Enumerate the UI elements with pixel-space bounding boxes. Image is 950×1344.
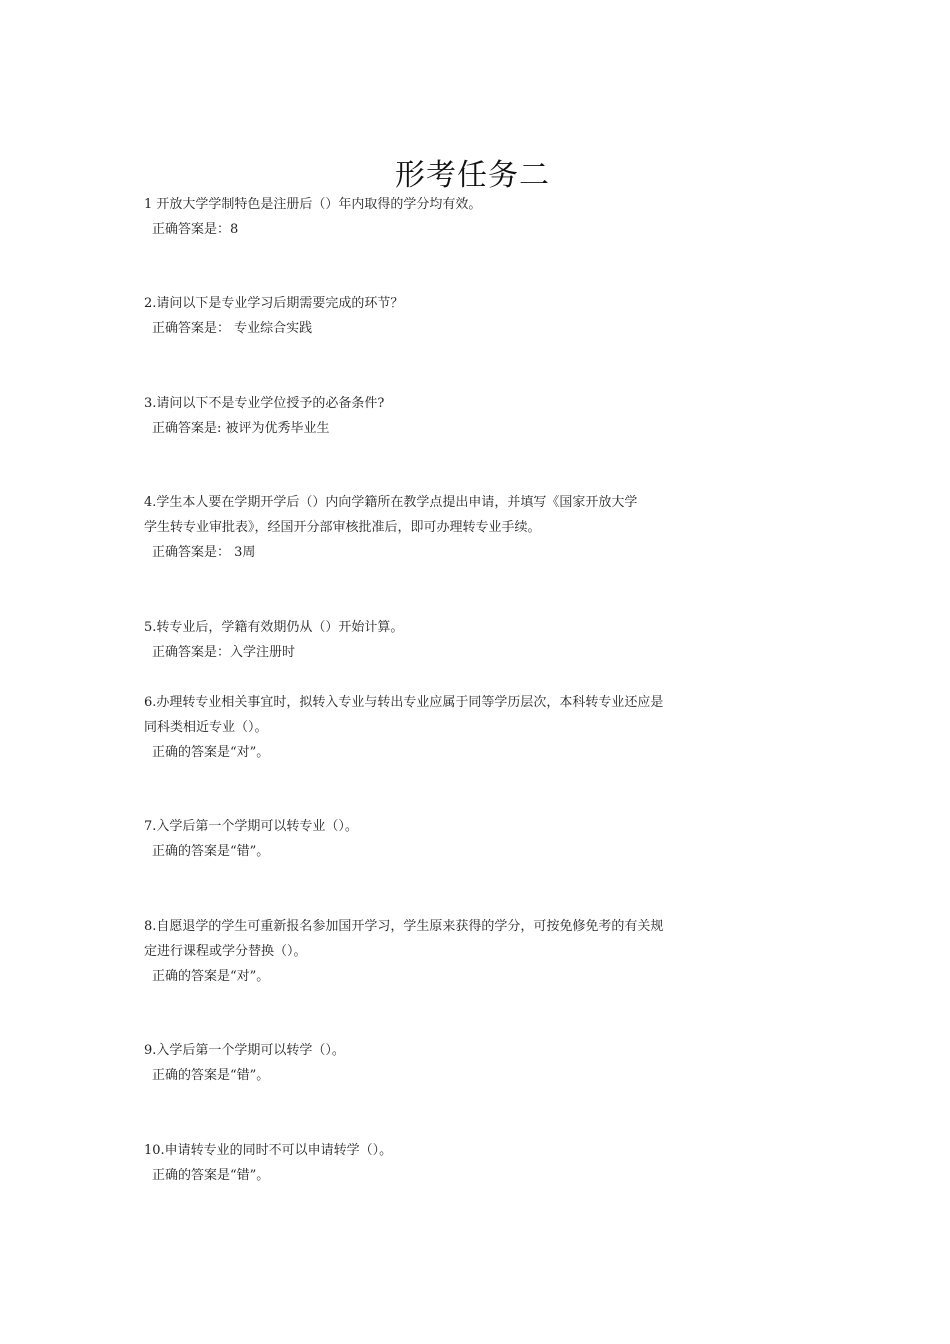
page-title: 形考任务二 xyxy=(395,158,550,194)
question-3-text: 3.请问以下不是专业学位授予的必备条件? xyxy=(144,396,385,411)
question-4-text-line-1: 4.学生本人要在学期开学后（）内向学籍所在教学点提出申请，并填写《国家开放大学 xyxy=(144,495,638,510)
question-8 xyxy=(144,914,744,989)
question-4-text-line-2: 学生转专业审批表》，经国开分部审核批准后，即可办理转专业手续。 xyxy=(144,520,541,535)
question-2-answer: 正确答案是： 专业综合实践 xyxy=(152,321,313,336)
question-3-answer: 正确答案是: 被评为优秀毕业生 xyxy=(152,421,330,436)
question-1 xyxy=(144,192,744,242)
question-4 xyxy=(144,490,744,565)
question-2 xyxy=(144,291,744,341)
question-9-text: 9.入学后第一个学期可以转学（）。 xyxy=(144,1043,345,1058)
question-8-answer: 正确的答案是“对”。 xyxy=(152,969,270,984)
question-8-text-line-2: 定进行课程或学分替换（）。 xyxy=(144,944,307,959)
question-10-answer: 正确的答案是“错”。 xyxy=(152,1168,270,1183)
question-1-answer: 正确答案是：8 xyxy=(152,222,239,237)
question-4-answer: 正确答案是： 3周 xyxy=(152,545,256,560)
question-3 xyxy=(144,391,744,441)
question-7-text: 7.入学后第一个学期可以转专业（）。 xyxy=(144,819,358,834)
question-6-text-line-1: 6.办理转专业相关事宜时，拟转入专业与转出专业应属于同等学历层次，本科转专业还应是 xyxy=(144,695,664,710)
question-9 xyxy=(144,1038,744,1088)
question-10 xyxy=(144,1138,744,1188)
question-10-text: 10.申请转专业的同时不可以申请转学（）。 xyxy=(144,1143,393,1158)
question-7 xyxy=(144,814,744,864)
question-5 xyxy=(144,615,744,665)
question-9-answer: 正确的答案是“错”。 xyxy=(152,1068,270,1083)
question-6 xyxy=(144,690,744,765)
question-5-answer: 正确答案是：入学注册时 xyxy=(152,645,296,660)
question-2-text: 2.请问以下是专业学习后期需要完成的环节？ xyxy=(144,296,404,311)
question-1-text: 1 开放大学学制特色是注册后（）年内取得的学分均有效。 xyxy=(144,197,482,212)
question-7-answer: 正确的答案是“错”。 xyxy=(152,844,270,859)
question-6-answer: 正确的答案是“对”。 xyxy=(152,745,270,760)
question-6-text-line-2: 同科类相近专业（）。 xyxy=(144,720,268,735)
question-5-text: 5.转专业后，学籍有效期仍从（）开始计算。 xyxy=(144,620,404,635)
question-8-text-line-1: 8.自愿退学的学生可重新报名参加国开学习，学生原来获得的学分，可按免修免考的有关规 xyxy=(144,919,664,934)
